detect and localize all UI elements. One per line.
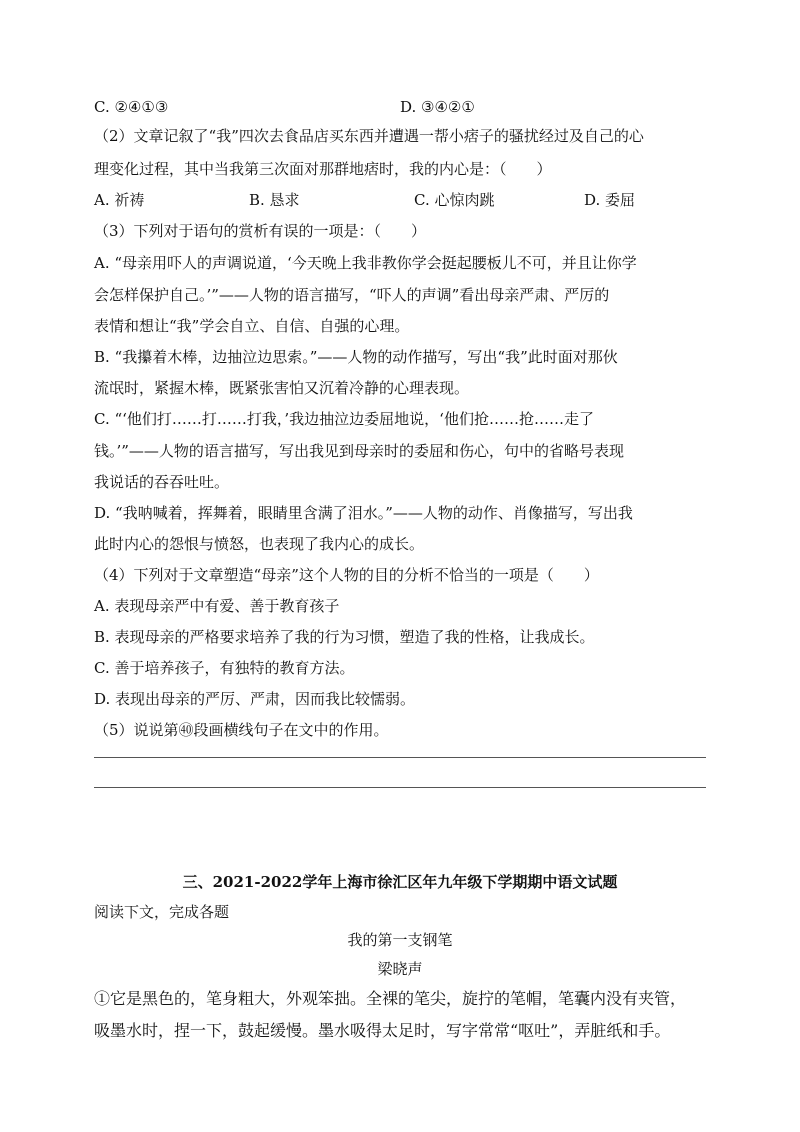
q3-option-b-line1: B. “我攥着木棒，边抽泣边思索。”——人物的动作描写，写出“我”此时面对那伙 [94, 348, 618, 366]
q3-option-c-line3: 我说话的吞吞吐吐。 [94, 473, 230, 491]
q4-option-a: A. 表现母亲严中有爱、善于教育孩子 [94, 597, 340, 615]
q3-option-a-line2: 会怎样保护自己。’”——人物的语言描写，“吓人的声调”看出母亲严肃、严厉的 [94, 286, 610, 304]
q3-option-a-line1: A. “母亲用吓人的声调说道，‘今天晚上我非教你学会挺起腰板儿不可，并且让你学 [94, 254, 637, 272]
paragraph-1-line1: ①它是黑色的，笔身粗大，外观笨拙。全裸的笔尖，旋拧的笔帽，笔囊内没有夹管， [94, 989, 687, 1008]
paragraph-1-line2: 吸墨水时，捏一下，鼓起缓慢。墨水吸得太足时，写字常常“呕吐”，弄脏纸和手。 [94, 1021, 671, 1040]
q3-option-c-line2: 钱。’”——人物的语言描写，写出我见到母亲时的委屈和伤心，句中的省略号表现 [94, 442, 624, 460]
q4-option-d: D. 表现出母亲的严厉、严肃，因而我比较懦弱。 [94, 690, 416, 708]
q1-options-row [94, 97, 706, 117]
q4-stem: （4）下列对于文章塑造“母亲”这个人物的目的分析不恰当的一项是（ ） [94, 566, 599, 584]
q1-option-d: D. ③④②① [400, 98, 475, 116]
q2-option-a: A. 祈祷 [94, 191, 145, 209]
q2-option-c: C. 心惊肉跳 [414, 191, 495, 209]
article-author: 梁晓声 [377, 960, 423, 978]
answer-line-2[interactable] [94, 787, 706, 788]
reading-instruction: 阅读下文，完成各题 [94, 903, 230, 921]
answer-line-1[interactable] [94, 757, 706, 758]
q3-option-d-line2: 此时内心的怨恨与愤怒，也表现了我内心的成长。 [94, 535, 425, 553]
q5-stem: （5）说说第㊵段画横线句子在文中的作用。 [94, 721, 389, 739]
q2-options-row [94, 190, 706, 210]
q2-stem-line2: 理变化过程，其中当我第三次面对那群地痞时，我的内心是：（ ） [94, 160, 552, 178]
q2-stem-line1: （2）文章记叙了“我”四次去食品店买东西并遭遇一帮小痞子的骚扰经过及自己的心 [94, 127, 644, 145]
article-title: 我的第一支钢笔 [347, 931, 453, 949]
q3-stem: （3）下列对于语句的赏析有误的一项是：（ ） [94, 222, 427, 240]
q2-option-b: B. 恳求 [249, 191, 300, 209]
q3-option-c-line1: C. “‘他们打……打……打我，’我边抽泣边委屈地说，‘他们抢……抢……走了 [94, 410, 594, 428]
q3-option-b-line2: 流氓时，紧握木棒，既紧张害怕又沉着冷静的心理表现。 [94, 379, 470, 397]
q1-option-c: C. ②④①③ [94, 98, 169, 116]
q4-option-c: C. 善于培养孩子，有独特的教育方法。 [94, 659, 355, 677]
q3-option-a-line3: 表情和想让“我”学会自立、自信、自强的心理。 [94, 317, 410, 335]
section-heading: 三、2021-2022学年上海市徐汇区年九年级下学期期中语文试题 [182, 873, 618, 891]
q2-option-d: D. 委屈 [584, 191, 636, 209]
q4-option-b: B. 表现母亲的严格要求培养了我的行为习惯，塑造了我的性格，让我成长。 [94, 628, 595, 646]
q3-option-d-line1: D. “我呐喊着，挥舞着，眼睛里含满了泪水。”——人物的动作、肖像描写，写出我 [94, 504, 633, 522]
